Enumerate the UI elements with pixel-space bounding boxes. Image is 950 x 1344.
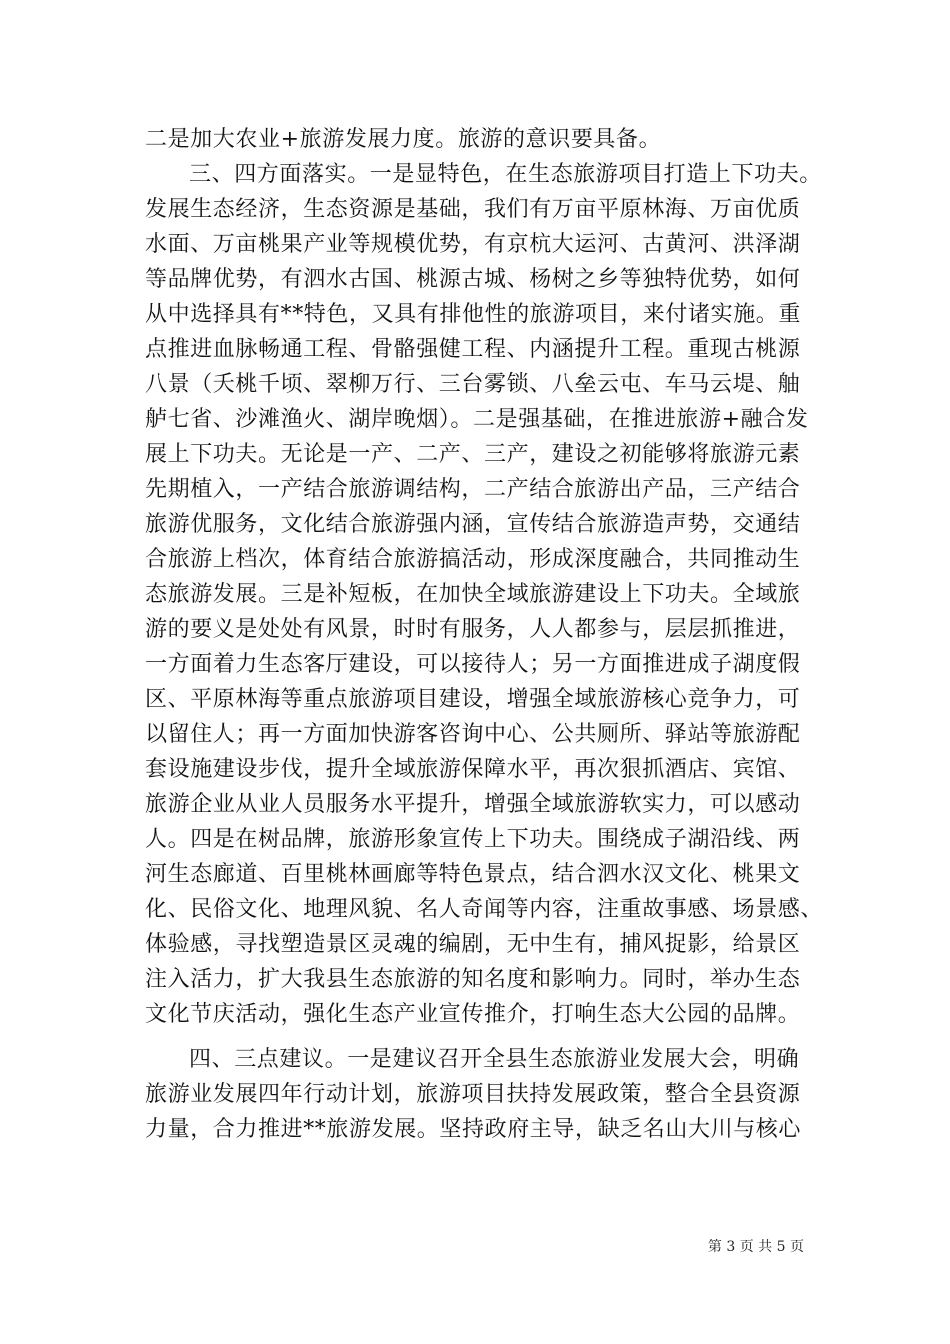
text-line: 展上下功夫。无论是一产、二产、三产，建设之初能够将旅游元素 (145, 442, 801, 467)
text-line: 文化节庆活动，强化生态产业宣传推介，打响生态大公园的品牌。 (145, 1002, 801, 1027)
text-line: 旅游业发展四年行动计划，旅游项目扶持发展政策，整合全县资源 (145, 1082, 801, 1107)
text-line: 水面、万亩桃果产业等规模优势，有京杭大运河、古黄河、洪泽湖 (145, 232, 801, 257)
text-line: 一方面着力生态客厅建设，可以接待人；另一方面推进成子湖度假 (145, 652, 801, 677)
text-line: 河生态廊道、百里桃林画廊等特色景点，结合泗水汉文化、桃果文 (145, 862, 801, 887)
text-line: 点推进血脉畅通工程、骨骼强健工程、内涵提升工程。重现古桃源 (145, 337, 801, 362)
text-line: 合旅游上档次，体育结合旅游搞活动，形成深度融合，共同推动生 (145, 547, 801, 572)
text-line: 舻七省、沙滩渔火、湖岸晚烟）。二是强基础，在推进旅游+融合发 (145, 407, 809, 432)
text-line: 发展生态经济，生态资源是基础，我们有万亩平原林海、万亩优质 (145, 197, 801, 222)
text-line: 等品牌优势，有泗水古国、桃源古城、杨树之乡等独特优势，如何 (145, 267, 801, 292)
text-line: 旅游优服务，文化结合旅游强内涵，宣传结合旅游造声势，交通结 (145, 512, 801, 537)
text-line: 游的要义是处处有风景，时时有服务，人人都参与，层层抓推进， (145, 617, 801, 642)
text-line: 二是加大农业+旅游发展力度。旅游的意识要具备。 (145, 127, 662, 152)
text-line: 八景（夭桃千顷、翠柳万行、三台雾锁、八垒云屯、车马云堤、舳 (145, 372, 801, 397)
text-line: 化、民俗文化、地理风貌、名人奇闻等内容，注重故事感、场景感、 (145, 897, 824, 922)
text-line: 区、平原林海等重点旅游项目建设，增强全域旅游核心竞争力，可 (145, 687, 801, 712)
text-line: 人。四是在树品牌，旅游形象宣传上下功夫。围绕成子湖沿线、两 (145, 827, 801, 852)
text-line: 从中选择具有**特色，又具有排他性的旅游项目，来付诸实施。重 (145, 302, 802, 327)
text-line: 力量，合力推进**旅游发展。坚持政府主导，缺乏名山大川与核心 (145, 1117, 802, 1142)
text-line: 注入活力，扩大我县生态旅游的知名度和影响力。同时，举办生态 (145, 967, 801, 992)
text-line: 旅游企业从业人员服务水平提升，增强全域旅游软实力，可以感动 (145, 792, 801, 817)
text-line: 四、三点建议。一是建议召开全县生态旅游业发展大会，明确 (189, 1047, 800, 1072)
text-line: 以留住人；再一方面加快游客咨询中心、公共厕所、驿站等旅游配 (145, 722, 801, 747)
text-line: 先期植入，一产结合旅游调结构，二产结合旅游出产品，三产结合 (145, 477, 801, 502)
text-line: 态旅游发展。三是补短板，在加快全域旅游建设上下功夫。全域旅 (145, 582, 801, 607)
page-number: 第 3 页 共 5 页 (707, 1239, 804, 1255)
text-line: 三、四方面落实。一是显特色，在生态旅游项目打造上下功夫。 (189, 162, 822, 187)
text-line: 套设施建设步伐，提升全域旅游保障水平，再次狠抓酒店、宾馆、 (145, 757, 801, 782)
text-line: 体验感，寻找塑造景区灵魂的编剧，无中生有，捕风捉影，给景区 (145, 932, 801, 957)
